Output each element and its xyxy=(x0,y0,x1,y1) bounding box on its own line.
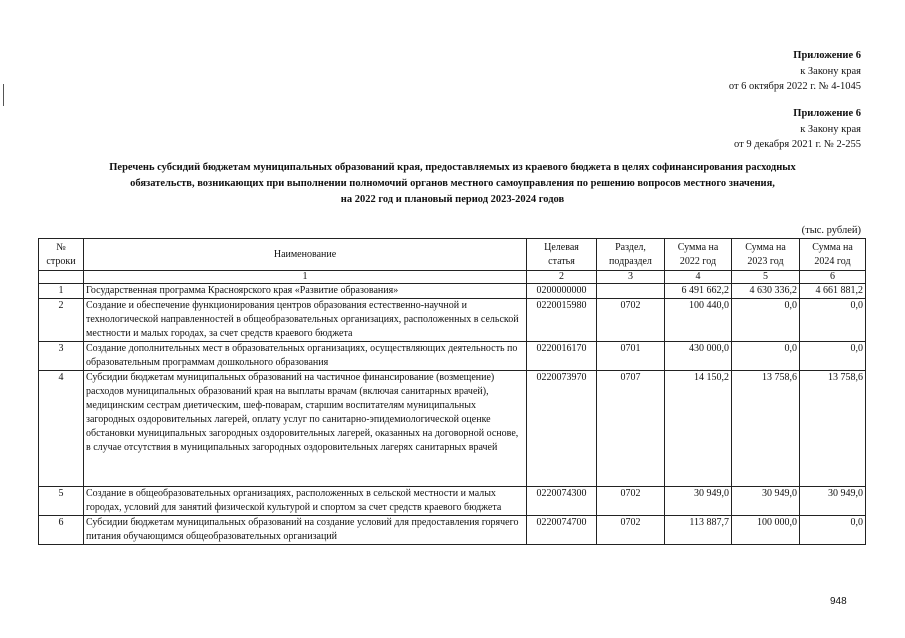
column-number-row xyxy=(39,271,866,284)
document-title-line: обязательств, возникающих при выполнении полномочий органов местного самоуправления по решению вопросов местного значения, xyxy=(130,178,775,189)
column-number: 1 xyxy=(84,271,527,284)
document-title-line: на 2022 год и плановый период 2023-2024 годов xyxy=(340,194,565,205)
row-sum-2022: 430 000,0 xyxy=(665,342,732,371)
row-number: 2 xyxy=(39,299,84,342)
appendix-current-title: Приложение 6 xyxy=(793,50,861,61)
table-row xyxy=(39,371,866,487)
row-number: 3 xyxy=(39,342,84,371)
header-row-number: № строки xyxy=(39,239,84,271)
row-sum-2024: 13 758,6 xyxy=(800,371,866,487)
table-row xyxy=(39,516,866,545)
subsidies-table xyxy=(38,238,866,545)
row-sum-2023: 13 758,6 xyxy=(732,371,800,487)
header-name: Наименование xyxy=(84,239,527,271)
appendix-current-date: от 6 октября 2022 г. № 4-1045 xyxy=(728,81,861,92)
header-sum-2023: Сумма на 2023 год xyxy=(732,239,800,271)
row-sum-2023: 4 630 336,2 xyxy=(732,284,800,299)
row-target-article: 0220073970 xyxy=(527,371,597,487)
row-section: 0701 xyxy=(597,342,665,371)
row-target-article: 0200000000 xyxy=(527,284,597,299)
row-name: Создание и обеспечение функционирования центров образования естественно-научной и технологической направленностей в общеобразовательных организациях, расположенных в сельской местности и малых городах, за счет средств краевого бюджета xyxy=(84,299,527,342)
row-name: Субсидии бюджетам муниципальных образований на частичное финансирование (возмещение) расходов муниципальных образований края на выплаты врачам (включая санитарных врачей), медицинским сестрам диетическим, шеф-поварам, старшим воспитателям муниципальных загородных оздоровительных лагерей, оплату услуг по санитарно-эпидемиологической оценке обстановки муниципальных загородных оздоровительных лагерей, оказанных на договорной основе, в случае отсутствия в муниципальных загородных оздоровительных лагерях санитарных врачей xyxy=(84,371,527,487)
row-target-article: 0220015980 xyxy=(527,299,597,342)
column-number: 5 xyxy=(732,271,800,284)
row-section: 0702 xyxy=(597,299,665,342)
appendix-original-law: к Закону края xyxy=(800,123,861,135)
row-section: 0702 xyxy=(597,487,665,516)
row-sum-2022: 30 949,0 xyxy=(665,487,732,516)
table-row xyxy=(39,487,866,516)
row-number: 4 xyxy=(39,371,84,487)
row-name: Создание в общеобразовательных организациях, расположенных в сельской местности и малых городах, условий для занятий физической культурой и спортом за счет средств краевого бюджета xyxy=(84,487,527,516)
header-section: Раздел, подраздел xyxy=(597,239,665,271)
row-sum-2023: 30 949,0 xyxy=(732,487,800,516)
margin-mark xyxy=(3,84,4,106)
appendix-original-title: Приложение 6 xyxy=(793,108,861,119)
appendix-current xyxy=(729,48,861,95)
table-row xyxy=(39,284,866,299)
row-sum-2024: 0,0 xyxy=(800,516,866,545)
row-target-article: 0220016170 xyxy=(527,342,597,371)
appendix-original-date: от 9 декабря 2021 г. № 2-255 xyxy=(734,139,861,150)
row-sum-2023: 0,0 xyxy=(732,299,800,342)
row-sum-2024: 30 949,0 xyxy=(800,487,866,516)
header-sum-2024: Сумма на 2024 год xyxy=(800,239,866,271)
row-sum-2024: 0,0 xyxy=(800,299,866,342)
row-target-article: 0220074300 xyxy=(527,487,597,516)
row-sum-2022: 14 150,2 xyxy=(665,371,732,487)
row-sum-2023: 0,0 xyxy=(732,342,800,371)
header-target-article: Целевая статья xyxy=(527,239,597,271)
page-number: 948 xyxy=(830,596,847,607)
row-number: 1 xyxy=(39,284,84,299)
column-number: 2 xyxy=(527,271,597,284)
row-sum-2022: 6 491 662,2 xyxy=(665,284,732,299)
column-number: 3 xyxy=(597,271,665,284)
row-sum-2024: 4 661 881,2 xyxy=(800,284,866,299)
row-sum-2022: 100 440,0 xyxy=(665,299,732,342)
appendix-current-law: к Закону края xyxy=(800,65,861,77)
row-section xyxy=(597,284,665,299)
row-sum-2023: 100 000,0 xyxy=(732,516,800,545)
column-number: 6 xyxy=(800,271,866,284)
row-name: Создание дополнительных мест в образовательных организациях, осуществляющих деятельность по образовательным программам дошкольного образования xyxy=(84,342,527,371)
row-section: 0702 xyxy=(597,516,665,545)
row-sum-2024: 0,0 xyxy=(800,342,866,371)
document-title xyxy=(40,160,865,208)
header-sum-2022: Сумма на 2022 год xyxy=(665,239,732,271)
row-sum-2022: 113 887,7 xyxy=(665,516,732,545)
document-title-line: Перечень субсидий бюджетам муниципальных образований края, предоставляемых из краевого бюджета в целях софинансирования расходных xyxy=(109,162,796,173)
row-section: 0707 xyxy=(597,371,665,487)
units-label: (тыс. рублей) xyxy=(801,225,861,236)
row-name: Субсидии бюджетам муниципальных образований на создание условий для предоставления горячего питания обучающимся общеобразовательных организаций xyxy=(84,516,527,545)
table-row xyxy=(39,299,866,342)
column-number: 4 xyxy=(665,271,732,284)
row-number: 5 xyxy=(39,487,84,516)
table-row xyxy=(39,342,866,371)
row-name: Государственная программа Красноярского края «Развитие образования» xyxy=(84,284,527,299)
appendix-original xyxy=(734,106,861,153)
row-number: 6 xyxy=(39,516,84,545)
row-target-article: 0220074700 xyxy=(527,516,597,545)
table-header-row xyxy=(39,239,866,271)
